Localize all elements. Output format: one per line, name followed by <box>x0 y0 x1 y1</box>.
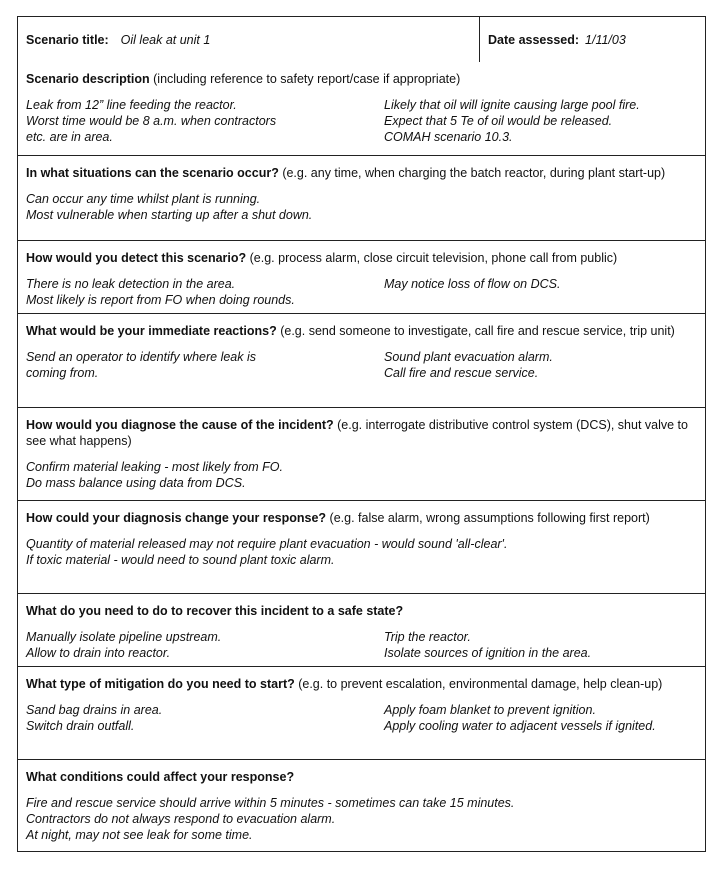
section-answers <box>26 629 697 669</box>
answer-line: If toxic material - would need to sound plant toxic alarm. <box>26 553 335 567</box>
section-answers <box>26 536 697 576</box>
section-question <box>26 667 697 692</box>
answer-column-left <box>26 702 384 734</box>
date-assessed-cell <box>480 17 705 62</box>
section-row <box>18 240 705 313</box>
section-row <box>18 62 705 155</box>
answer-line: Fire and rescue service should arrive within 5 minutes - sometimes can take 15 minutes. <box>26 796 515 810</box>
answer-column-right <box>384 702 697 734</box>
answer-column-left <box>26 191 697 223</box>
question-text: In what situations can the scenario occur? <box>26 166 279 180</box>
answer-line: Contractors do not always respond to evacuation alarm. <box>26 812 336 826</box>
answer-line: At night, may not see leak for some time. <box>26 828 253 842</box>
section-row <box>18 759 705 851</box>
answer-line: Leak from 12” line feeding the reactor. <box>26 98 237 112</box>
answer-column-left <box>26 276 384 308</box>
date-assessed-value: 1/11/03 <box>585 32 626 47</box>
answer-line: Isolate sources of ignition in the area. <box>384 646 592 660</box>
answer-line: Switch drain outfall. <box>26 719 135 733</box>
answer-line: etc. are in area. <box>26 130 113 144</box>
answer-line: Allow to drain into reactor. <box>26 646 171 660</box>
answer-line: Send an operator to identify where leak is <box>26 350 256 364</box>
answer-column-left <box>26 536 697 568</box>
question-text: Scenario description <box>26 72 150 86</box>
answer-line: Confirm material leaking - most likely from FO. <box>26 460 284 474</box>
question-text: How would you diagnose the cause of the incident? <box>26 418 334 432</box>
section-answers <box>26 349 697 389</box>
answer-line: Expect that 5 Te of oil would be released. <box>384 114 613 128</box>
answer-line: Sound plant evacuation alarm. <box>384 350 553 364</box>
section-answers <box>26 97 697 153</box>
scenario-title-cell <box>18 17 480 62</box>
answer-line: Quantity of material released may not require plant evacuation - would sound 'all-clear'. <box>26 537 508 551</box>
answer-line: Can occur any time whilst plant is running. <box>26 192 261 206</box>
section-row <box>18 155 705 240</box>
answer-line: There is no leak detection in the area. <box>26 277 236 291</box>
section-answers <box>26 276 697 316</box>
section-question <box>26 314 697 339</box>
answer-column-right <box>384 629 697 661</box>
answer-line: coming from. <box>26 366 99 380</box>
answer-line: COMAH scenario 10.3. <box>384 130 513 144</box>
answer-line: Apply cooling water to adjacent vessels if ignited. <box>384 719 656 733</box>
section-question <box>26 594 697 619</box>
date-assessed-label: Date assessed: <box>488 32 580 47</box>
section-row <box>18 500 705 593</box>
answer-line: Trip the reactor. <box>384 630 471 644</box>
answer-column-left <box>26 459 697 491</box>
section-question <box>26 241 697 266</box>
answer-line: Worst time would be 8 a.m. when contractors <box>26 114 277 128</box>
question-text: What type of mitigation do you need to start? <box>26 677 295 691</box>
answer-line: Apply foam blanket to prevent ignition. <box>384 703 596 717</box>
section-row <box>18 666 705 759</box>
answer-column-right <box>384 349 697 381</box>
section-row <box>18 593 705 666</box>
section-question <box>26 501 697 526</box>
question-hint: (e.g. interrogate distributive control system (DCS), shut valve to see what happens) <box>26 418 688 448</box>
section-answers <box>26 795 697 851</box>
answer-column-right <box>384 276 697 308</box>
answer-line: Do mass balance using data from DCS. <box>26 476 246 490</box>
question-text: What do you need to do to recover this incident to a safe state? <box>26 604 404 618</box>
question-text: How could your diagnosis change your response? <box>26 511 327 525</box>
section-row <box>18 407 705 500</box>
answer-line: Sand bag drains in area. <box>26 703 163 717</box>
question-text: What conditions could affect your response? <box>26 770 295 784</box>
section-row <box>18 313 705 407</box>
answer-line: Likely that oil will ignite causing large pool fire. <box>384 98 640 112</box>
question-hint: (e.g. any time, when charging the batch reactor, during plant start-up) <box>278 166 666 180</box>
section-question <box>26 62 697 87</box>
answer-line: May notice loss of flow on DCS. <box>384 277 561 291</box>
scenario-assessment-form <box>17 16 706 852</box>
answer-column-left <box>26 629 384 661</box>
scenario-title-label: Scenario title: <box>26 32 109 47</box>
question-text: How would you detect this scenario? <box>26 251 247 265</box>
question-hint: (e.g. send someone to investigate, call fire and rescue service, trip unit) <box>276 324 675 338</box>
section-question <box>26 408 697 449</box>
question-hint: (e.g. false alarm, wrong assumptions following first report) <box>326 511 650 525</box>
section-answers <box>26 702 697 742</box>
answer-column-left <box>26 795 697 843</box>
scenario-title-value: Oil leak at unit 1 <box>120 32 211 47</box>
answer-line: Most likely is report from FO when doing rounds. <box>26 293 295 307</box>
question-hint: (e.g. to prevent escalation, environmental damage, help clean-up) <box>294 677 663 691</box>
answer-line: Most vulnerable when starting up after a shut down. <box>26 208 313 222</box>
answer-column-left <box>26 349 384 381</box>
answer-line: Manually isolate pipeline upstream. <box>26 630 222 644</box>
question-hint: (e.g. process alarm, close circuit television, phone call from public) <box>246 251 618 265</box>
section-question <box>26 156 697 181</box>
question-hint: (including reference to safety report/case if appropriate) <box>149 72 461 86</box>
section-answers <box>26 191 697 231</box>
title-row <box>18 17 705 62</box>
answer-column-right <box>384 97 697 145</box>
answer-column-left <box>26 97 384 145</box>
section-question <box>26 760 697 785</box>
question-text: What would be your immediate reactions? <box>26 324 277 338</box>
section-answers <box>26 459 697 499</box>
answer-line: Call fire and rescue service. <box>384 366 539 380</box>
